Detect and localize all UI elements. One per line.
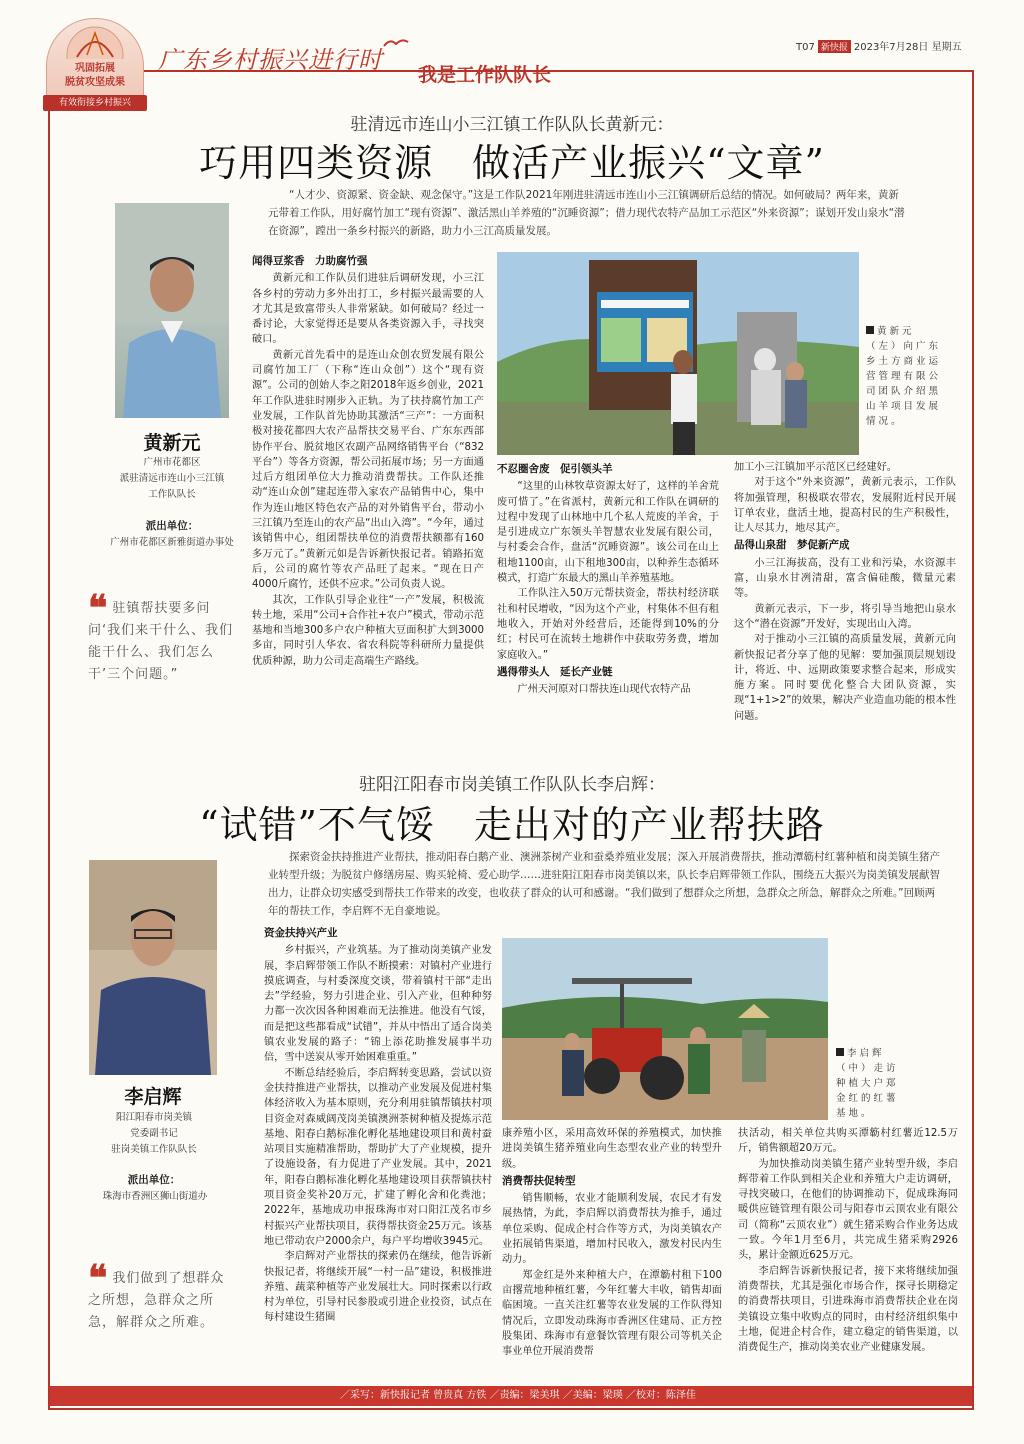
story1-quote — [88, 587, 238, 686]
paragraph: 加工小三江镇加平示范区已经建好。 — [734, 462, 897, 473]
story2-column1 — [264, 924, 492, 1326]
paragraph: 对于这个“外来资源”，黄新元表示，工作队将加强管理，积极联农带农，发展附近村民开展订单农业，盘活土地，提高村民的生产积极性，让人尽其力，地尽其产。 — [734, 477, 956, 535]
person-silhouette-icon — [115, 203, 229, 418]
story1-person-title: 广州市花都区 派驻清远市连山小三江镇 工作队队长 — [119, 457, 225, 500]
story2-person-name: 李启辉 — [124, 1086, 182, 1108]
story2-column2 — [502, 1126, 722, 1359]
paragraph: 乡村振兴，产业筑基。为了推动岗美镇产业发展，李启辉带领工作队不断摸索：对镇村产业进行摸底调查，与村委深度交谈，带着镇村干部“走出去”学经验，努力引进企业、引入产业，但种种努力都一次次因各种困难而无法推进。他没有气馁，而是把这些都看成“试错”，并从中悟出了适合岗美镇农业发展的路子：“锦上添花助推发展事半功倍，雪中送炭从零开始困难重重。” — [264, 945, 492, 1064]
story2-column3 — [738, 1126, 958, 1355]
paragraph: 小三江海拔高，没有工业和污染，水资源丰富，山泉水甘冽清甜，富含偏硅酸，微量元素等。 — [734, 557, 956, 600]
person-silhouette-icon — [89, 860, 217, 1075]
photo-black-goat-project — [497, 252, 859, 455]
story2-lede: 探索资金扶持推进产业帮扶，推动阳春白鹅产业、澳洲茶树产业和蚕桑养殖业发展；深入开展消费帮扶，推动潭簕村红薯种植和岗美镇生猪产业转型升级；为脱贫户修缮房屋、购买轮椅、爱心助学……进驻阳江阳春市岗美镇以来，队长李启辉带领工作队，围绕五大振兴为岗美镇发展献智出力，让群众切实感受到帮扶工作带来的改变，也收获了群众的认可和感谢。“我们做到了想群众之所想，急群众之所急，解群众之所难。”回顾两年的帮扶工作，李启辉不无自豪地说。 — [268, 851, 940, 917]
paragraph: “这里的山林牧草资源太好了，这样的羊舍荒废可惜了。”在省派村，黄新元和工作队在调研的过程中发现了山林地中几个私人荒废的羊舍，于是引进成立广东领头羊智慧农业发展有限公司，与村委会合作，盘活“沉睡资源”。该公司在山上租地1100亩，山下租地300亩，以种养生态循环模式，打造广东最大的黑山羊养殖基地。 — [497, 481, 719, 585]
paragraph: 其次，工作队引导企业往“一产”发展，积极流转土地，采用“公司+合作社+农户”模式，带动示范基地和当地300多户农户种植大豆面积扩大到3000多亩，同时引人华农、省农科院等科研所力量提供优质种源，助力公司走高端生产路线。 — [252, 594, 484, 667]
caption-marker-icon — [866, 326, 874, 334]
story2-subhead2: 消费帮扶促转型 — [502, 1174, 576, 1187]
portrait-huang-xinyuan — [115, 203, 229, 418]
story2-quote — [88, 1257, 238, 1334]
story2-unit-heading: 派出单位： — [127, 1174, 181, 1186]
story1-deck: 驻清远市连山小三江镇工作队队长黄新元： — [350, 115, 674, 135]
billboard-scene-icon — [497, 252, 859, 455]
paragraph: 为加快推动岗美镇生猪产业转型升级，李启辉带着工作队到相关企业和养殖大户走访调研，寻找突破口，在他们的协调推动下，促成珠海同暖供应链管理有限公司与阳春市云顶农业有限公司（简称“云顶农业”）就生猪采购合作业务达成一致。今年1月至6月，共完成生猪采购2926头，累计金额近625万元。 — [738, 1158, 958, 1262]
paragraph: 工作队注入50万元帮扶资金，帮扶村经济联社和村民增收，“因为这个产业，村集体不但有租地收入，开始对外经营后，还能得到10%的分红；村民可在流转土地耕作中获取劳务费，增加家庭收入。” — [497, 588, 719, 661]
section-title: 我是工作队队长 — [418, 64, 552, 86]
story1-photo-caption — [866, 324, 942, 429]
story2-unit-value: 珠海市香洲区狮山街道办 — [102, 1191, 208, 1202]
paragraph: 扶活动，相关单位共购买潭簕村红薯近12.5万斤，销售额超20万元。 — [738, 1128, 958, 1155]
column-calligraphy: 广东乡村振兴进行时 — [158, 46, 383, 74]
bird-icon — [382, 36, 410, 52]
paragraph: 黄新元表示，下一步，将引导当地把山泉水这个“潜在资源”开发好，实现出山入湾。 — [734, 603, 956, 630]
story2-photo-caption — [836, 1046, 908, 1121]
paragraph: 李启辉告诉新快报记者，接下来将继续加强消费帮扶，尤其是强化市场合作，探寻长期稳定的消费帮扶项目，引进珠海市消费帮扶企业在岗美镇设立集中收购点的同时，由村经济组织集中土地，促进企村合作，建立稳定的销售渠道，以消费促生产，推动岗美农业产业健康发展。 — [738, 1265, 958, 1354]
story2-subhead1: 资金扶持兴产业 — [264, 927, 338, 939]
credits-bar: ／采写：新快报记者 曾贵真 方铁 ／责编：梁美琪 ／美编：梁瑛 ／校对：陈泽佳 — [50, 1386, 972, 1406]
story1-person-name: 黄新元 — [143, 432, 201, 454]
paper-tag: 新快报 — [818, 40, 851, 53]
photo-sweet-potato-base — [502, 938, 828, 1120]
quote-mark-icon: ❝ — [88, 1257, 109, 1299]
paragraph: 黄新元和工作队员们进驻后调研发现，小三江各乡村的劳动力多外出打工，乡村振兴最需要的人才尤其是致富带头人非常紧缺。如何破局？经过一番讨论，大家觉得还是要从各类资源入手，寻找突破口。 — [252, 273, 484, 346]
story1-unit-heading: 派出单位： — [145, 520, 199, 532]
story2-person-title: 阳江阳春市岗美镇 党委副书记 驻岗美镇工作队队长 — [111, 1112, 197, 1155]
issue-date: 2023年7月28日 星期五 — [853, 42, 962, 53]
badge-line1: 巩固拓展 — [75, 63, 115, 74]
paragraph: 郑金红是外来种植大户，在潭簕村租下100亩撂荒地种植红薯，今年红薯大丰收，销售却面临困境。一直关注红薯等农业发展的工作队得知情况后，立即发动珠海市香洲区住建局、正方控股集团、珠海市有意餐饮管理有限公司等机关企事业单位开展消费帮 — [502, 1269, 722, 1358]
paragraph: 康养殖小区，采用高效环保的养殖模式，加快推进岗美镇生猪养殖业向生态型农业产业的转型升级。 — [502, 1128, 722, 1170]
story2-headline: “试错”不气馁 走出对的产业帮扶路 — [199, 803, 825, 847]
story1-column1 — [252, 252, 484, 669]
paragraph: 黄新元首先看中的是连山众创农贸发展有限公司腐竹加工厂（下称“连山众创”）这个“现有资源”。公司的创始人李之阳2018年返乡创业，2021年工作队进驻时刚步入正轨。为了扶持腐竹加工产业发展，工作队首先协助其激活“三产”：一方面积极对接花都四大农产品帮扶交易平台、广东东西部协作平台、脱贫地区农副产品网络销售平台（“832平台”）等各方资源，帮公司拓展市场；另一方面通过后方组团单位大力推动消费帮扶。工作队还推动“连山众创”建起连带入家农产品销售中心，集中作为连山地区特色农产品的对外销售平台，带动小三江镇乃至连山的农产品“出山入湾”。“今年，通过该销售中心，组团帮扶单位的消费帮扶额都有160多万元了。”黄新元如是告诉新快报记者。销路拓宽后，公司的腐竹等农产品旺了起来。“现在日产4000斤腐竹，还供不应求。”公司负责人说。 — [252, 349, 484, 591]
story1-quote-text: 驻镇帮扶要多问问‘我们来干什么、我们能干什么、我们怎么干’三个问题。” — [88, 601, 234, 682]
story1-column3 — [734, 460, 956, 724]
story1-unit-value: 广州市花都区新雅街道办事处 — [110, 537, 234, 548]
caption-text: 黄新元（左）向广东乡土方商业运营管理有限公司团队介绍黑山羊项目发展情况。 — [866, 326, 942, 427]
story1-lede: “人才少、资源紧、资金缺、观念保守。”这是工作队2021年刚进驻清远市连山小三江镇调研后总结的情况。如何破局？两年来，黄新元带着工作队，用好腐竹加工“现有资源”、激活黑山羊养殖的“沉睡资源”；借力现代农特产品加工示范区“外来资源”；谋划开发山泉水“潜在资源”，蹚出一条乡村振兴的新路，助力小三江高质量发展。 — [268, 189, 905, 237]
paragraph: 销售顺畅，农业才能顺利发展，农民才有发展热情，为此，李启辉以消费帮扶为推手，通过单位采购、促成企村合作等方式，为岗美镇农产业拓展销售渠道，增加村民收入，激发村民内生动力。 — [502, 1193, 722, 1266]
page-number: T07 — [796, 42, 815, 53]
caption-text: 李启辉（中）走访种植大户郑金红的红薯基地。 — [836, 1048, 899, 1119]
quote-mark-icon: ❝ — [88, 587, 109, 629]
story1-subhead1: 闻得豆浆香 力助腐竹强 — [252, 255, 368, 267]
paragraph: 不断总结经验后，李启辉转变思路，尝试以资金扶持推进产业帮扶，以推动产业发展及促进村集体经济收入为基本原则，充分利用驻镇帮镇扶村项目资金对森威阔茂岗美镇澳洲茶树种植及提炼示范基地、阳春白鹅标准化孵化基地建设项目和黄村蚕站项目实施精准帮助，帮助扩大了产业规模，提升了设施设备，有力促进了产业发展。其中，2021年，阳春白鹅标准化孵化基地建设项目获帮镇扶村项目资金奖补20万元，扩建了孵化舍和化粪池；2022年，基地成功申报珠海市对口阳江茂名市乡村振兴产业帮扶项目，获得帮扶资金25万元。该基地已带动农户2000余户，每户平均增收3945元。 — [264, 1067, 492, 1247]
story1-headline: 巧用四类资源 做活产业振兴“文章” — [199, 141, 825, 185]
story1-subhead4: 品得山泉甜 梦促新产成 — [734, 539, 850, 552]
badge-bar: 有效衔接乡村振兴 — [43, 95, 147, 111]
story2-quote-text: 我们做到了想群众之所想，急群众之所急，解群众之所难。 — [88, 1271, 225, 1330]
portrait-li-qihui — [89, 860, 217, 1075]
story1-column2 — [497, 460, 719, 697]
paragraph: 对于推动小三江镇的高质量发展，黄新元向新快报记者分享了他的见解：要加强顶层规划设计，将近、中、远期政策要求整合起来，形成实施方案。同时要优化整合大团队资源，实现“1+1>2”的效果，解决产业造血功能的根本性问题。 — [734, 634, 956, 722]
caption-marker-icon — [836, 1048, 844, 1056]
rural-revitalization-badge — [46, 18, 144, 108]
story2-deck: 驻阳江阳春市岗美镇工作队队长李启辉： — [359, 775, 665, 795]
farm-scene-icon — [502, 938, 828, 1120]
paragraph: 李启辉对产业帮扶的探索仍在继续，他告诉新快报记者，将继续开展“一村一品”建设，积极推进养殖、蔬菜种植等产业发展壮大。同时探索以行政村为单位，引导村民参股或引进企业投资，试点在每村建设生猪圈 — [264, 1251, 492, 1324]
page-info — [796, 38, 962, 53]
wheat-emblem-icon — [47, 19, 143, 59]
badge-line2: 脱贫攻坚成果 — [65, 77, 125, 88]
story1-subhead3: 遇得带头人 延长产业链 — [497, 665, 613, 678]
paragraph: 广州天河原对口帮扶连山现代农特产品 — [517, 684, 691, 696]
story1-subhead2: 不忍圈舍废 促引领头羊 — [497, 463, 613, 475]
